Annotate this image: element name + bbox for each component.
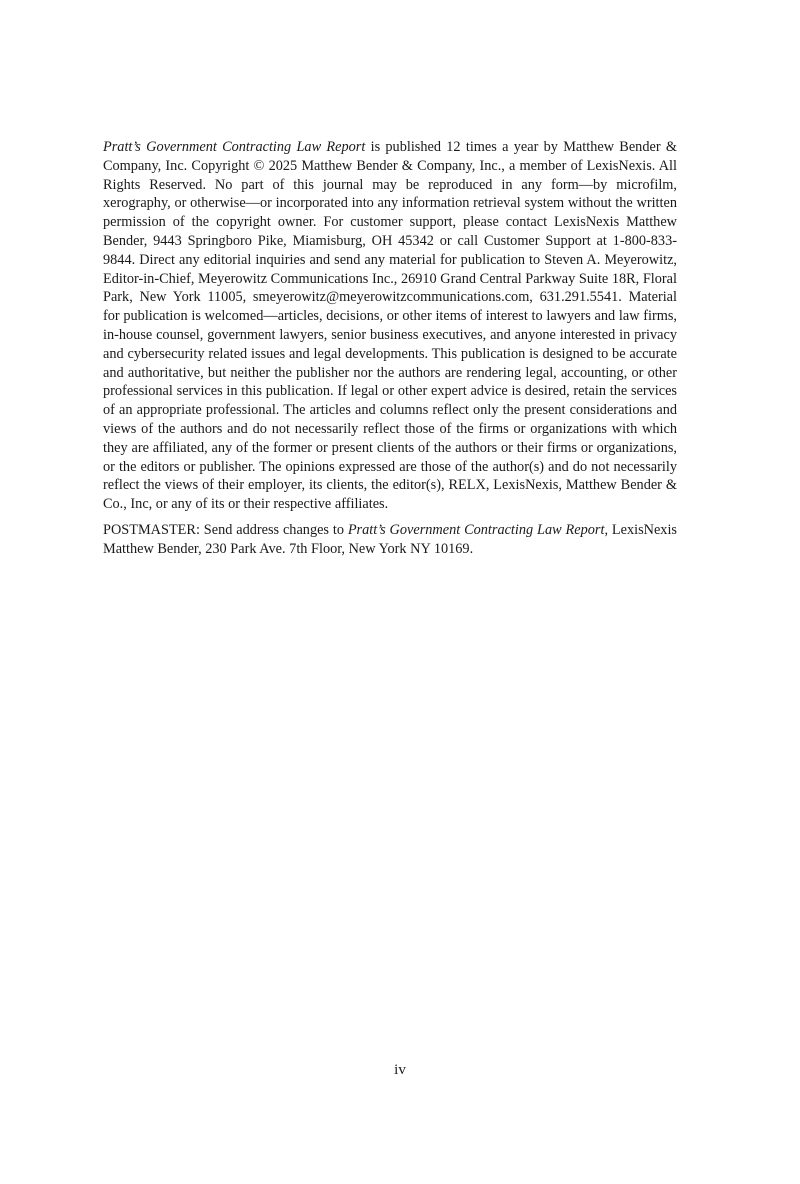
postmaster-address: , LexisNexis Matthew Bender, 230 Park Ave. 7th Floor, New York NY 10169. xyxy=(103,521,677,557)
postmaster-paragraph xyxy=(103,521,677,559)
document-page xyxy=(103,138,677,559)
postmaster-lead: POSTMASTER: Send address changes to xyxy=(103,521,348,538)
copyright-notice-text: is published 12 times a year by Matthew Bender & Company, Inc. Copyright © 2025 Matthew Bender & Company, Inc., a member of LexisNexis. All Rights Reserved. No part of this journal may be reproduced in any form—by microfilm, xerography, or otherwise—or incorporated into any information retrieval system without the written permission of the copyright owner. For customer support, please contact LexisNexis Matthew Bender, 9443 Springboro Pike, Miamisburg, OH 45342 or call Customer Support at 1-800-833-9844. Direct any editorial inquiries and send any material for publication to Steven A. Meyerowitz, Editor-in-Chief, Meyerowitz Communications Inc., 26910 Grand Central Parkway Suite 18R, Floral Park, New York 11005, smeyerowitz@meyerowitzcommunications.com, 631.291.5541. Material for publication is welcomed—articles, decisions, or other items of interest to lawyers and law firms, in-house counsel, government lawyers, senior business executives, and anyone interested in privacy and cybersecurity related issues and legal developments. This publication is designed to be accurate and authoritative, but neither the publisher nor the authors are rendering legal, accounting, or other professional services in this publication. If legal or other expert advice is desired, retain the services of an appropriate professional. The articles and columns reflect only the present considerations and views of the authors and do not necessarily reflect those of the firms or organizations with which they are affiliated, any of the former or present clients of the authors or their firms or organizations, or the editors or publisher. The opinions expressed are those of the author(s) and do not necessarily reflect the views of their employer, its clients, the editor(s), RELX, LexisNexis, Matthew Bender & Co., Inc, or any of its or their respective affiliates. xyxy=(103,139,677,513)
journal-title: Pratt’s Government Contracting Law Report xyxy=(103,139,366,155)
copyright-notice-paragraph xyxy=(103,138,677,514)
page-number: iv xyxy=(394,1062,406,1078)
postmaster-journal-title: Pratt’s Government Contracting Law Report xyxy=(347,521,605,538)
